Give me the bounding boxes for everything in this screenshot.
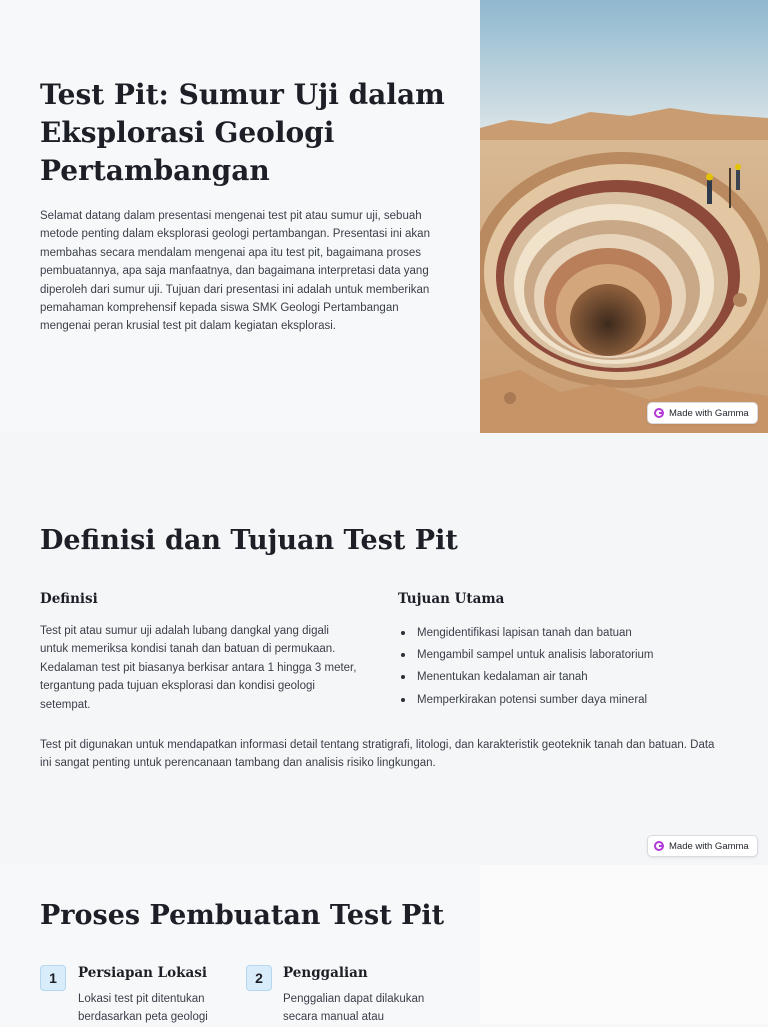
step-title: Persiapan Lokasi (78, 965, 207, 981)
gamma-logo-icon (654, 408, 664, 418)
step-number-badge: 1 (40, 965, 66, 991)
section-title: Definisi dan Tujuan Test Pit (40, 525, 458, 556)
step-text: Lokasi test pit ditentukan berdasarkan peta geologi (78, 993, 208, 1024)
goals-list (398, 622, 728, 711)
definition-text: Test pit atau sumur uji adalah lubang dangkal yang digali untuk memeriksa kondisi tanah dan batuan di permukaan. Kedalaman test pit biasanya berkisar antara 1 hingga 3 meter, tergantung pada tujuan eksplorasi dan kondisi geologi setempat. (40, 625, 357, 711)
badge-label: Made with Gamma (669, 407, 749, 419)
slide-process (0, 865, 768, 1024)
goals-heading: Tujuan Utama (398, 591, 505, 607)
made-with-gamma-badge[interactable] (647, 835, 758, 857)
step-number-badge: 2 (246, 965, 272, 991)
intro-paragraph: Selamat datang dalam presentasi mengenai test pit atau sumur uji, sebuah metode penting dalam eksplorasi geologi pertambangan. Presentasi ini akan membahas secara mendalam mengenai apa itu test pit, bagaimana proses pembuatannya, apa saja manfaatnya, dan bagaimana interpretasi data yang diperoleh dari sumur uji. Tujuan dari presentasi ini adalah untuk memberikan pemahaman komprehensif kepada siswa SMK Geologi Pertambangan mengenai peran krusial test pit dalam kegiatan eksplorasi. (40, 210, 430, 333)
slide-definition (0, 433, 768, 865)
step-text: Penggalian dapat dilakukan secara manual atau (283, 993, 425, 1024)
made-with-gamma-badge[interactable] (647, 402, 758, 424)
list-item: Menentukan kedalaman air tanah (398, 666, 728, 688)
summary-paragraph: Test pit digunakan untuk mendapatkan informasi detail tentang stratigrafi, litologi, dan karakteristik geoteknik tanah dan batuan. Data ini sangat penting untuk perencanaan tambang dan analisis risiko lingkungan. (40, 739, 715, 770)
slide-panel (480, 865, 768, 1024)
badge-label: Made with Gamma (669, 840, 749, 852)
list-item: Mengambil sampel untuk analisis laboratorium (398, 644, 728, 666)
section-title: Proses Pembuatan Test Pit (40, 900, 445, 931)
step-title: Penggalian (283, 965, 368, 981)
list-item: Mengidentifikasi lapisan tanah dan batuan (398, 622, 728, 644)
test-pit-photo (480, 0, 768, 433)
definition-heading: Definisi (40, 591, 98, 607)
gamma-logo-icon (654, 841, 664, 851)
list-item: Memperkirakan potensi sumber daya mineral (398, 689, 728, 711)
slide-intro (0, 0, 768, 433)
page-title: Test Pit: Sumur Uji dalam Eksplorasi Geologi Pertambangan (40, 78, 445, 187)
